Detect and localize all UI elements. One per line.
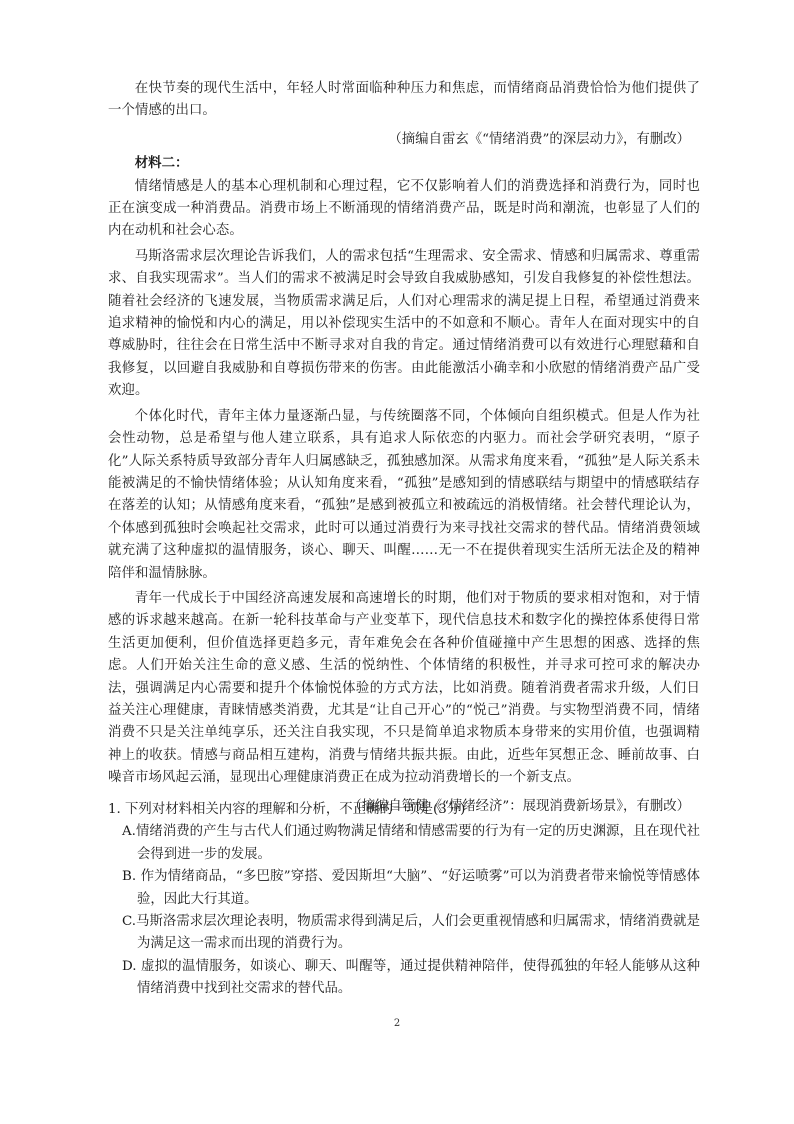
material1-closing-paragraph: 在快节奏的现代生活中，年轻人时常面临种种压力和焦虑，而情绪商品消费恰恰为他们提供了一个情感的出口。 <box>108 81 700 119</box>
question-block <box>108 799 700 1001</box>
material1-source: （摘编自雷玄《“情绪消费”的深层动力》，有删改） <box>388 131 690 147</box>
material2-source: （摘编自管健《“情绪经济”：展现消费新场景》，有删改） <box>348 798 690 814</box>
material2-paragraph-3: 个体化时代，青年主体力量逐渐凸显，与传统圈落不同，个体倾向自组织模式。但是人作为社会性动物，总是希望与他人建立联系，具有追求人际依恋的内驱力。而社会学研究表明，“原子化”人际关系特质导致部分青年人归属感缺乏，孤独感加深。从需求角度来看，“孤独”是人际关系未能被满足的不愉快情绪体验；从认知角度来看，“孤独”是感知到的情感联结与期望中的情感联结存在落差的认知；从情感角度来看，“孤独”是感到被孤立和被疏远的消极情绪。社会替代理论认为，个体感到孤独时会唤起社交需求，此时可以通过消费行为来寻找社交需求的替代品。情绪消费领域就充满了这种虚拟的温情服务，谈心、聊天、叫醒……无一不在提供着现实生活所无法企及的精神陪伴和温情脉脉。 <box>108 408 700 581</box>
material2-heading: 材料二： <box>134 156 189 172</box>
page-number: 2 <box>393 1018 401 1029</box>
question-1-option-c: C.马斯洛需求层次理论表明，物质需求得到满足后，人们会更重视情感和归属需求，情绪消费就是为满足这一需求而出现的消费行为。 <box>122 914 700 952</box>
article-body <box>108 78 700 818</box>
question-1-option-a: A.情绪消费的产生与古代人们通过购物满足情绪和情感需要的行为有一定的历史渊源，且在现代社会得到进一步的发展。 <box>122 824 700 862</box>
question-1-stem: 1. 下列对材料相关内容的理解和分析，不正确的一项是(3分) <box>108 802 466 817</box>
material2-paragraph-2: 马斯洛需求层次理论告诉我们，人的需求包括“生理需求、安全需求、情感和归属需求、尊重需求、自我实现需求”。当人们的需求不被满足时会导致自我威胁感知，引发自我修复的补偿性想法。随着社会经济的飞速发展，当物质需求满足后，人们对心理需求的满足提上日程，希望通过消费来追求精神的愉悦和内心的满足，用以补偿现实生活中的不如意和不顺心。青年人在面对现实中的自尊威胁时，往往会在日常生活中不断寻求对自我的肯定。通过情绪消费可以有效进行心理慰藉和自我修复，以回避自我威胁和自尊损伤带来的伤害。由此能激活小确幸和小欣慰的情绪消费产品广受欢迎。 <box>108 248 700 399</box>
question-1-option-d: D. 虚拟的温情服务，如谈心、聊天、叫醒等，通过提供精神陪伴，使得孤独的年轻人能够从这种情绪消费中找到社交需求的替代品。 <box>122 958 700 997</box>
question-1-option-b: B. 作为情绪商品，“多巴胺”穿搭、爱因斯坦“大脑”、“好运喷雾”可以为消费者带来愉悦等情感体验，因此大行其道。 <box>122 869 700 907</box>
material2-paragraph-4: 青年一代成长于中国经济高速发展和高速增长的时期，他们对于物质的要求相对饱和，对于情感的诉求越来越高。在新一轮科技革命与产业变革下，现代信息技术和数字化的操控体系使得日常生活更加便利，但价值选择更趋多元，青年难免会在各种价值碰撞中产生思想的困惑、选择的焦虑。人们开始关注生命的意义感、生活的悦纳性、个体情绪的积极性，并寻求可控可求的解决办法，强调满足内心需要和提升个体愉悦体验的方式方法，比如消费。随着消费者需求升级，人们日益关注心理健康，青睐情感类消费，尤其是“让自己开心”的“悦己”消费。与实物型消费不同，情绪消费不只是关注单纯享乐，还关注自我实现，不只是简单追求物质本身带来的实用价值，也强调精神上的收获。情感与商品相互建构，消费与情绪共振共振。由此，近些年冥想正念、睡前故事、白噪音市场风起云涌，显现出心理健康消费正在成为拉动消费增长的一个新支点。 <box>108 590 700 786</box>
material2-paragraph-1: 情绪情感是人的基本心理机制和心理过程，它不仅影响着人们的消费选择和消费行为，同时也正在演变成一种消费品。消费市场上不断涌现的情绪消费产品，既是时尚和潮流，也彰显了人们的内在动机和社会心态。 <box>108 178 700 239</box>
